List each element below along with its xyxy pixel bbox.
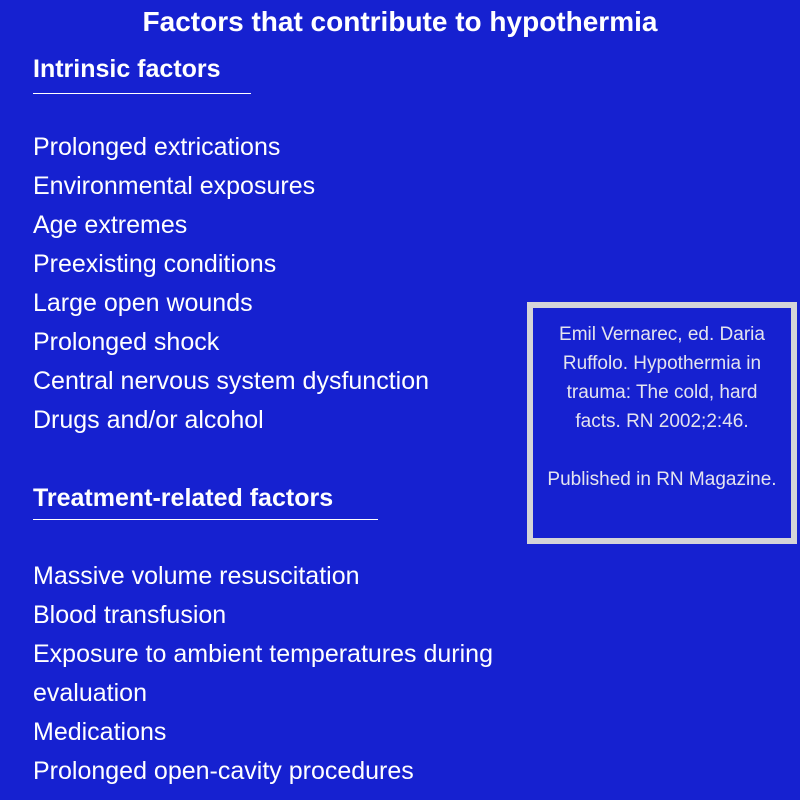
citation-box [527,302,797,544]
page-title: Factors that contribute to hypothermia [142,6,658,37]
citation-reference: Emil Vernarec, ed. Daria Ruffolo. Hypothermia in trauma: The cold, hard facts. RN 2002;2:46. [559,324,765,432]
list-item: Prolonged shock [33,328,220,356]
treatment-factors-list [33,557,493,791]
list-item: Central nervous system dysfunction [33,367,430,395]
treatment-factors-heading: Treatment-related factors [33,484,334,512]
list-item: Large open wounds [33,289,253,317]
list-item: Prolonged extrications [33,133,281,161]
list-item: Preexisting conditions [33,250,277,278]
list-item: Drugs and/or alcohol [33,406,264,434]
list-item: Exposure to ambient temperatures during [33,640,493,668]
list-item: Environmental exposures [33,172,316,200]
intrinsic-factors-heading: Intrinsic factors [33,55,221,83]
list-item: Blood transfusion [33,601,227,629]
intrinsic-factors-list [33,128,429,440]
citation-published: Published in RN Magazine. [547,469,777,490]
intrinsic-heading-underline [33,93,251,94]
list-item: evaluation [33,679,147,707]
list-item: Medications [33,718,167,746]
list-item: Massive volume resuscitation [33,562,360,590]
list-item: Prolonged open-cavity procedures [33,757,414,785]
list-item: Age extremes [33,211,188,239]
treatment-heading-underline [33,519,378,520]
